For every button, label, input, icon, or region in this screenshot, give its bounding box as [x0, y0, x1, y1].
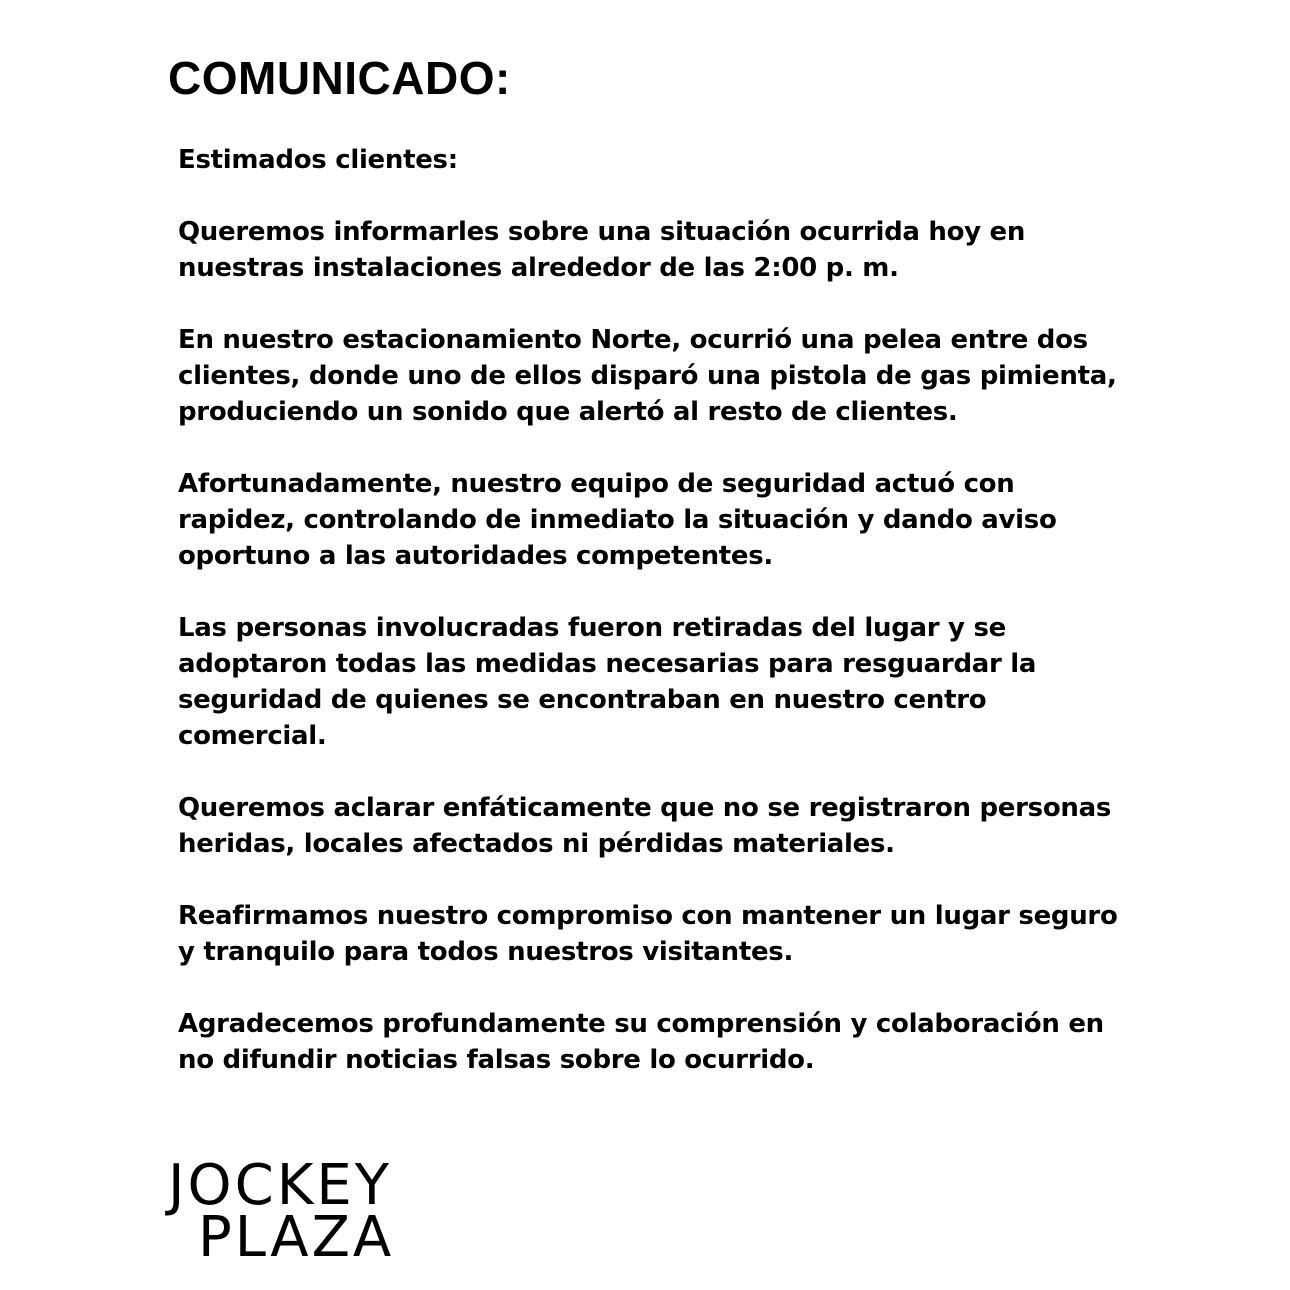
paragraph-line: no difundir noticias falsas sobre lo ocurrido. [178, 1045, 815, 1075]
page-title: COMUNICADO: [168, 52, 511, 104]
paragraph-line: Queremos aclarar enfáticamente que no se registraron personas [178, 793, 1112, 823]
paragraph-clarification [178, 790, 1138, 862]
paragraph-thanks [178, 1006, 1138, 1078]
logo-line-1: JOCKEY [168, 1153, 393, 1218]
paragraph-line: comercial. [178, 721, 327, 751]
paragraph-commitment [178, 898, 1138, 970]
paragraph-line: Estimados clientes: [178, 145, 458, 175]
paragraph-incident-intro [178, 214, 1138, 286]
paragraph-line: clientes, donde uno de ellos disparó una pistola de gas pimienta, [178, 361, 1117, 391]
paragraph-line: y tranquilo para todos nuestros visitantes. [178, 937, 794, 967]
paragraph-greeting [178, 142, 1138, 178]
paragraph-line: produciendo un sonido que alertó al resto de clientes. [178, 397, 958, 427]
paragraph-line: Afortunadamente, nuestro equipo de seguridad actuó con [178, 469, 1015, 499]
paragraph-line: oportuno a las autoridades competentes. [178, 541, 774, 571]
statement-body [178, 142, 1138, 1114]
paragraph-line: Reafirmamos nuestro compromiso con mantener un lugar seguro [178, 901, 1118, 931]
paragraph-line: En nuestro estacionamiento Norte, ocurrió una pelea entre dos [178, 325, 1088, 355]
paragraph-line: seguridad de quienes se encontraban en nuestro centro [178, 685, 987, 715]
paragraph-measures [178, 610, 1138, 754]
logo-line-2: PLAZA [198, 1205, 395, 1270]
paragraph-line: rapidez, controlando de inmediato la situación y dando aviso [178, 505, 1057, 535]
paragraph-incident-details [178, 322, 1138, 430]
paragraph-line: adoptaron todas las medidas necesarias para resguardar la [178, 649, 1037, 679]
jockey-plaza-logo [168, 1153, 395, 1270]
paragraph-line: Agradecemos profundamente su comprensión y colaboración en [178, 1009, 1104, 1039]
paragraph-security-response [178, 466, 1138, 574]
paragraph-line: Queremos informarles sobre una situación ocurrida hoy en [178, 217, 1026, 247]
paragraph-line: heridas, locales afectados ni pérdidas materiales. [178, 829, 895, 859]
paragraph-line: nuestras instalaciones alrededor de las 2:00 p. m. [178, 253, 899, 283]
paragraph-line: Las personas involucradas fueron retiradas del lugar y se [178, 613, 1006, 643]
